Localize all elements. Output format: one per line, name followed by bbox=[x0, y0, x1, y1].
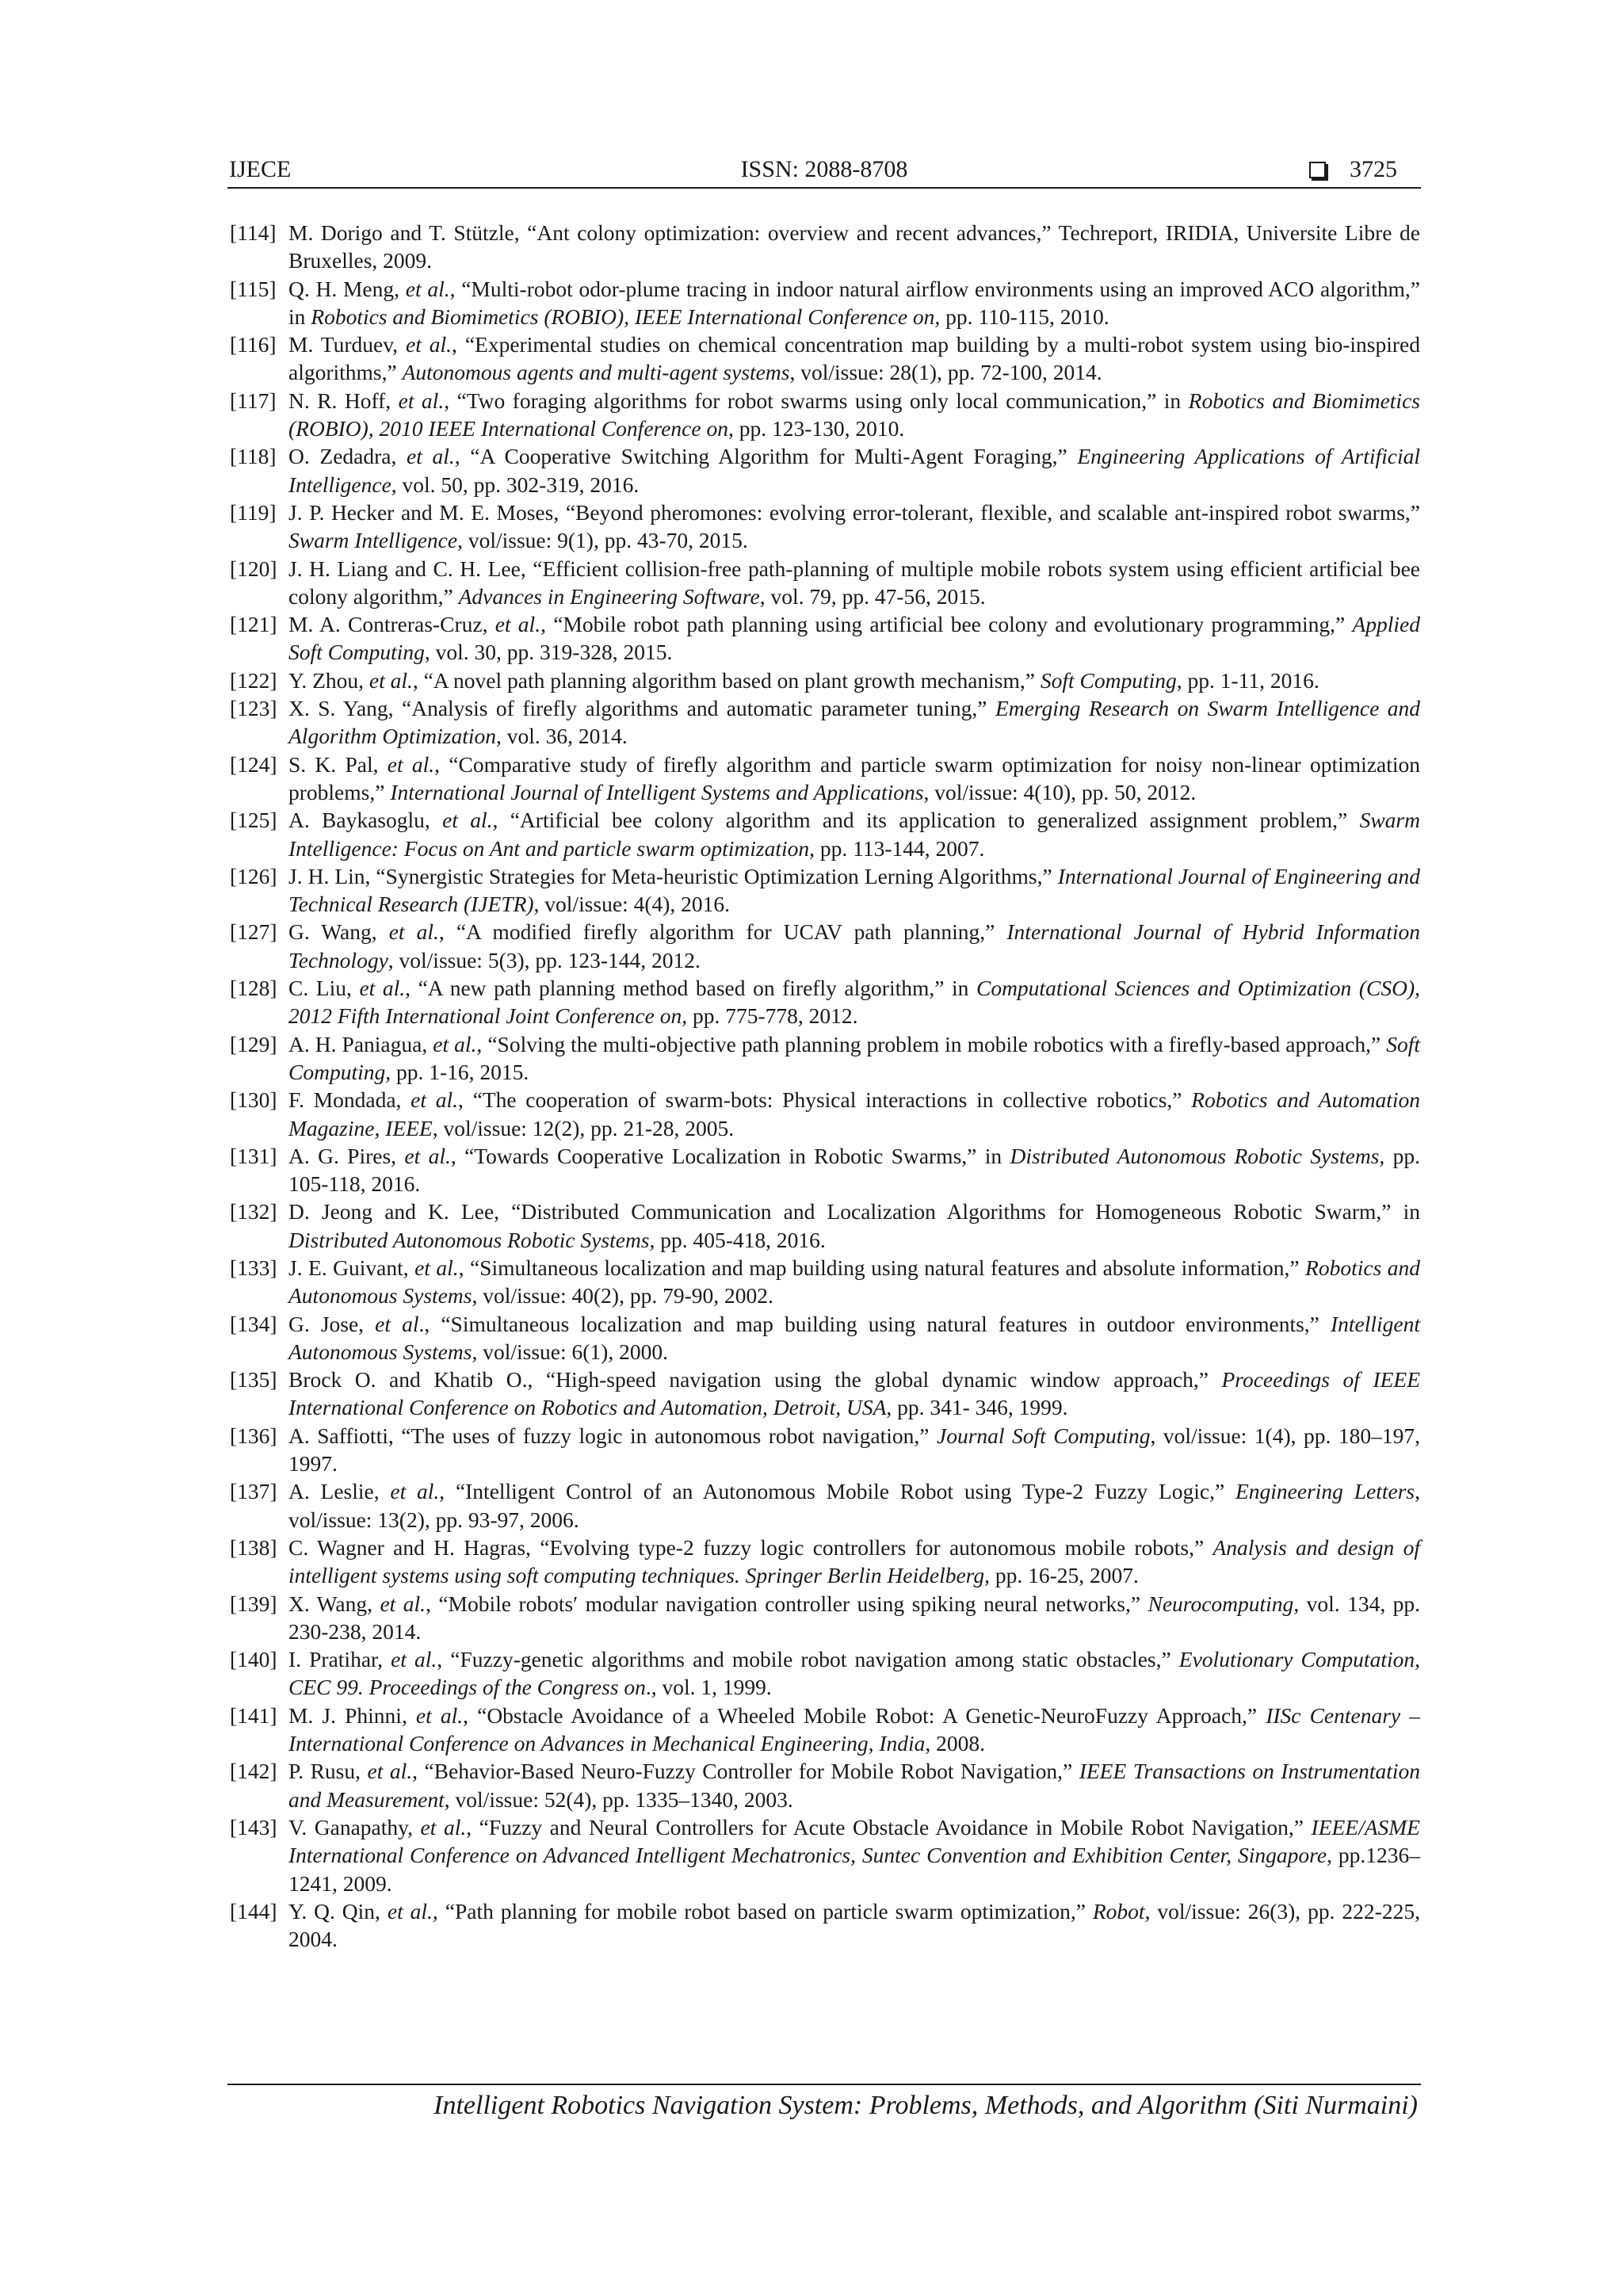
reference-text: , vol/issue: 13(2), pp. 93-97, 2006. bbox=[288, 1479, 1420, 1532]
reference-text: , pp. 113-144, 2007. bbox=[809, 835, 985, 861]
reference-et-al: et al bbox=[375, 1311, 419, 1336]
reference-number: [115] bbox=[230, 276, 277, 301]
reference-text: , “Mobile robots′ modular navigation controller using spiking neural networks,” bbox=[426, 1591, 1148, 1616]
reference-et-al: et al. bbox=[391, 1647, 437, 1672]
reference-text: , “The cooperation of swarm-bots: Physical interactions in collective robotics,” bbox=[458, 1087, 1192, 1113]
footer-rule bbox=[227, 2084, 1421, 2085]
reference-venue: Evolutionary Computation, CEC 99. Proceedings of the Congress on bbox=[288, 1647, 1420, 1700]
reference-number: [139] bbox=[230, 1591, 277, 1616]
reference-number: [135] bbox=[230, 1367, 277, 1392]
reference-number: [130] bbox=[230, 1087, 277, 1113]
reference-text: , “Artificial bee colony algorithm and its application to generalized assignment problem,” bbox=[492, 808, 1360, 833]
reference-number: [137] bbox=[230, 1479, 277, 1504]
reference-venue: Proceedings of IEEE International Conference on Robotics and Automation, Detroit, USA bbox=[288, 1367, 1420, 1420]
reference-number: [117] bbox=[230, 388, 277, 413]
reference-et-al: et al. bbox=[433, 1031, 477, 1056]
reference-text: , vol. 36, 2014. bbox=[496, 724, 628, 749]
reference-venue: IEEE/ASME International Conference on Advanced Intelligent Mechatronics, Suntec Convention and Exhibition Center, Singapore bbox=[288, 1814, 1420, 1868]
reference-venue: Autonomous agents and multi-agent systems bbox=[402, 360, 790, 385]
reference-text: , pp.1236–1241, 2009. bbox=[288, 1843, 1420, 1896]
reference-number: [124] bbox=[230, 751, 277, 777]
reference-text: A. Baykasoglu, bbox=[288, 808, 443, 833]
reference-text: X. Wang, bbox=[288, 1591, 380, 1616]
reference-text: F. Mondada, bbox=[288, 1087, 411, 1113]
reference-number: [131] bbox=[230, 1143, 277, 1168]
reference-venue: Emerging Research on Swarm Intelligence and Algorithm Optimization bbox=[288, 696, 1421, 749]
reference-text: pp. 105-118, 2016. bbox=[288, 1143, 1420, 1197]
reference-number: [122] bbox=[230, 667, 277, 693]
reference-venue: Analysis and design of intelligent systems using soft computing techniques. Springer Berlin Heidelberg bbox=[288, 1534, 1420, 1588]
reference-et-al: et al. bbox=[359, 976, 406, 1001]
reference-text: A. Saffiotti, “The uses of fuzzy logic in autonomous robot navigation,” bbox=[288, 1423, 937, 1448]
reference-text: G. Jose, bbox=[288, 1311, 376, 1336]
reference-item bbox=[230, 1030, 1420, 1087]
reference-item bbox=[230, 499, 1420, 555]
reference-venue: Robotics and Automation Magazine, IEEE bbox=[288, 1087, 1420, 1140]
reference-number: [141] bbox=[230, 1702, 277, 1728]
reference-text: , “A modified firefly algorithm for UCAV path planning,” bbox=[438, 919, 1007, 945]
reference-text: M. Turduev, bbox=[288, 332, 406, 357]
reference-text: , “A Cooperative Switching Algorithm for Multi-Agent Foraging,” bbox=[454, 444, 1078, 469]
reference-text: , “A novel path planning algorithm based on plant growth mechanism,” bbox=[412, 667, 1041, 693]
reference-number: [136] bbox=[230, 1423, 277, 1448]
reference-text: , pp. 1-11, 2016. bbox=[1176, 667, 1319, 693]
reference-venue: Distributed Autonomous Robotic Systems, bbox=[288, 1227, 655, 1252]
reference-item bbox=[230, 918, 1420, 974]
journal-name: IJECE bbox=[229, 156, 292, 182]
reference-et-al: et al. bbox=[442, 808, 493, 833]
reference-text: , “Multi-robot odor-plume tracing in indoor natural airflow environments using an improved ACO algorithm,” in bbox=[288, 276, 1420, 329]
reference-et-al: et al. bbox=[380, 1591, 426, 1616]
reference-text: , “Experimental studies on chemical concentration map building by a multi-robot system using bio-inspired algorithms,” bbox=[288, 332, 1420, 385]
reference-text: , vol/issue: 40(2), pp. 79-90, 2002. bbox=[472, 1283, 773, 1308]
reference-text: , vol/issue: 26(3), pp. 222-225, 2004. bbox=[288, 1898, 1420, 1952]
reference-item bbox=[230, 1086, 1420, 1142]
reference-venue: Robotics and Biomimetics (ROBIO), IEEE International Conference on, bbox=[311, 304, 941, 329]
reference-text: M. A. Contreras-Cruz, bbox=[288, 612, 495, 637]
reference-number: [140] bbox=[230, 1647, 277, 1672]
reference-text: V. Ganapathy, bbox=[288, 1814, 421, 1839]
reference-text: I. Pratihar, bbox=[288, 1647, 391, 1672]
reference-text: , vol. 134, pp. 230-238, 2014. bbox=[288, 1591, 1421, 1644]
reference-venue: Distributed Autonomous Robotic Systems, bbox=[1010, 1143, 1385, 1168]
reference-venue: Engineering Letters bbox=[1235, 1479, 1415, 1504]
reference-venue: International Journal of Hybrid Information Technology bbox=[288, 919, 1420, 972]
reference-venue: Swarm Intelligence bbox=[288, 528, 458, 553]
reference-venue: Neurocomputing bbox=[1148, 1591, 1294, 1616]
reference-item bbox=[230, 1757, 1420, 1813]
reference-text: , “Solving the multi-objective path planning problem in mobile robotics with a firefly-based approach,” bbox=[476, 1031, 1387, 1056]
reference-text: Brock O. and Khatib O., “High-speed navigation using the global dynamic window approach,” bbox=[288, 1367, 1222, 1392]
reference-text: , vol/issue: 4(10), pp. 50, 2012. bbox=[923, 779, 1197, 804]
reference-text: ., vol. 1, 1999. bbox=[645, 1675, 772, 1700]
reference-text: J. E. Guivant, bbox=[288, 1255, 415, 1280]
reference-et-al: et al. bbox=[387, 1898, 433, 1924]
reference-item bbox=[230, 1310, 1420, 1366]
reference-et-al: et al. bbox=[405, 276, 450, 301]
reference-item bbox=[230, 1645, 1420, 1702]
reference-item bbox=[230, 1477, 1420, 1534]
reference-venue: IISc Centenary – International Conference on Advances in Mechanical Engineering, India bbox=[288, 1702, 1420, 1756]
reference-number: [118] bbox=[230, 444, 277, 469]
reference-text: , “Mobile robot path planning using artificial bee colony and evolutionary programming,” bbox=[540, 612, 1353, 637]
reference-venue: Advances in Engineering Software bbox=[458, 583, 760, 609]
reference-item bbox=[230, 1142, 1420, 1198]
reference-et-al: et al. bbox=[369, 667, 413, 693]
square-box-icon bbox=[1309, 162, 1326, 178]
reference-et-al: et al. bbox=[367, 1759, 413, 1784]
reference-text: P. Rusu, bbox=[288, 1759, 368, 1784]
reference-text: , “Comparative study of firefly algorithm and particle swarm optimization for noisy non-linear optimization problems,” bbox=[288, 751, 1420, 804]
reference-venue: Applied Soft Computing bbox=[288, 612, 1420, 665]
reference-text: , “Towards Cooperative Localization in Robotic Swarms,” in bbox=[450, 1143, 1010, 1168]
reference-item bbox=[230, 1198, 1420, 1254]
reference-venue: Soft Computing bbox=[1040, 667, 1177, 693]
reference-et-al: et al. bbox=[411, 1087, 459, 1113]
reference-text: , “Behavior-Based Neuro-Fuzzy Controller for Mobile Robot Navigation,” bbox=[412, 1759, 1079, 1784]
reference-text: , pp. 123-130, 2010. bbox=[727, 416, 905, 441]
reference-venue: IEEE Transactions on Instrumentation and Measurement bbox=[288, 1759, 1420, 1812]
reference-item bbox=[230, 387, 1420, 443]
reference-text: A. H. Paniagua, bbox=[288, 1031, 433, 1056]
reference-et-al: et al. bbox=[387, 751, 435, 777]
reference-item bbox=[230, 275, 1420, 331]
reference-text: vol/issue: 6(1), 2000. bbox=[477, 1339, 668, 1364]
reference-venue: Engineering Applications of Artificial Intelligence bbox=[288, 444, 1420, 497]
reference-item bbox=[230, 667, 1420, 694]
reference-et-al: et al. bbox=[407, 444, 455, 469]
reference-item bbox=[230, 806, 1420, 862]
reference-item bbox=[230, 219, 1420, 275]
reference-item bbox=[230, 1702, 1420, 1758]
reference-text: , “Intelligent Control of an Autonomous Mobile Robot using Type-2 Fuzzy Logic,” bbox=[439, 1479, 1235, 1504]
reference-text: , vol/issue: 12(2), pp. 21-28, 2005. bbox=[432, 1115, 735, 1140]
running-footer: Intelligent Robotics Navigation System: Problems, Methods, and Algorithm (Siti Nurmaini) bbox=[433, 2091, 1418, 2120]
reference-number: [144] bbox=[230, 1898, 277, 1924]
reference-number: [138] bbox=[230, 1534, 277, 1560]
reference-number: [120] bbox=[230, 556, 277, 581]
reference-text: , “Two foraging algorithms for robot swarms using only local communication,” in bbox=[444, 388, 1189, 413]
reference-list bbox=[230, 219, 1420, 1953]
reference-text: pp. 110-115, 2010. bbox=[940, 304, 1109, 329]
reference-et-al: et al. bbox=[398, 388, 445, 413]
reference-text: , vol/issue: 28(1), pp. 72-100, 2014. bbox=[789, 360, 1102, 385]
issn-label: ISSN: 2088-8708 bbox=[740, 156, 908, 182]
reference-text: , “A new path planning method based on firefly algorithm,” in bbox=[405, 976, 976, 1001]
reference-item bbox=[230, 1534, 1420, 1590]
reference-text: A. G. Pires, bbox=[288, 1143, 405, 1168]
reference-text: , “Simultaneous localization and map building using natural features and absolute information,” bbox=[458, 1255, 1306, 1280]
reference-venue: Intelligent Autonomous Systems, bbox=[288, 1311, 1420, 1364]
reference-number: [114] bbox=[230, 220, 277, 245]
reference-venue: Robotics and Biomimetics (ROBIO), 2010 IEEE International Conference on bbox=[288, 388, 1420, 441]
reference-et-al: et al. bbox=[495, 612, 541, 637]
reference-item bbox=[230, 1422, 1420, 1478]
reference-text: Y. Q. Qin, bbox=[288, 1898, 388, 1924]
reference-et-al: et al. bbox=[404, 1143, 451, 1168]
reference-text: S. K. Pal, bbox=[288, 751, 388, 777]
reference-text: , pp. 775-778, 2012. bbox=[682, 1003, 858, 1029]
reference-number: [133] bbox=[230, 1255, 277, 1280]
reference-number: [126] bbox=[230, 863, 277, 888]
reference-text: , pp. 16-25, 2007. bbox=[984, 1563, 1139, 1588]
reference-text: , 2008. bbox=[925, 1731, 986, 1756]
reference-item bbox=[230, 862, 1420, 919]
reference-item bbox=[230, 751, 1420, 807]
reference-text: M. Dorigo and T. Stützle, “Ant colony optimization: overview and recent advances,” Techreport, IRIDIA, Universite Libre de Bruxelles, 2009. bbox=[288, 220, 1420, 273]
reference-number: [132] bbox=[230, 1199, 277, 1224]
reference-text: Q. H. Meng, bbox=[288, 276, 406, 301]
page-header bbox=[227, 154, 1421, 185]
reference-text: , vol. 30, pp. 319-328, 2015. bbox=[424, 640, 673, 665]
reference-text: , vol/issue: 5(3), pp. 123-144, 2012. bbox=[388, 947, 701, 972]
reference-number: [116] bbox=[230, 332, 277, 357]
reference-number: [142] bbox=[230, 1759, 277, 1784]
reference-venue: Soft Computing bbox=[288, 1031, 1420, 1084]
reference-number: [123] bbox=[230, 696, 277, 721]
page-number-group bbox=[1309, 154, 1397, 185]
reference-venue: International Journal of Intelligent Systems and Applications bbox=[390, 779, 924, 804]
reference-text: pp. 405-418, 2016. bbox=[655, 1227, 826, 1252]
reference-text: N. R. Hoff, bbox=[288, 388, 399, 413]
reference-text: C. Wagner and H. Hagras, “Evolving type-2 fuzzy logic controllers for autonomous mobile robots,” bbox=[288, 1534, 1213, 1560]
reference-item bbox=[230, 555, 1420, 611]
header-rule bbox=[227, 187, 1421, 189]
reference-text: , vol/issue: 1(4), pp. 180–197, 1997. bbox=[288, 1423, 1420, 1477]
reference-et-al: et al. bbox=[390, 1479, 440, 1504]
reference-number: [128] bbox=[230, 976, 277, 1001]
reference-text: , “Fuzzy and Neural Controllers for Acute Obstacle Avoidance in Mobile Robot Navigation,” bbox=[466, 1814, 1312, 1839]
reference-item bbox=[230, 610, 1420, 667]
reference-text: , vol. 79, pp. 47-56, 2015. bbox=[759, 583, 986, 609]
reference-et-al: et al. bbox=[415, 1702, 464, 1728]
reference-item bbox=[230, 1254, 1420, 1310]
reference-text: , vol/issue: 9(1), pp. 43-70, 2015. bbox=[457, 528, 748, 553]
reference-text: , vol/issue: 4(4), 2016. bbox=[533, 892, 731, 917]
reference-text: , “Path planning for mobile robot based on particle swarm optimization,” bbox=[432, 1898, 1093, 1924]
reference-venue: Computational Sciences and Optimization (CSO), 2012 Fifth International Joint Conference on bbox=[288, 976, 1420, 1029]
reference-text: J. H. Lin, “Synergistic Strategies for Meta-heuristic Optimization Lerning Algorithms,” bbox=[288, 863, 1058, 888]
reference-item bbox=[230, 1897, 1420, 1954]
reference-item bbox=[230, 442, 1420, 499]
reference-text: C. Liu, bbox=[288, 976, 360, 1001]
reference-text: M. J. Phinni, bbox=[288, 1702, 416, 1728]
reference-number: [129] bbox=[230, 1031, 277, 1056]
reference-text: , pp. 1-16, 2015. bbox=[385, 1059, 529, 1084]
reference-venue: International Journal of Engineering and Technical Research (IJETR) bbox=[288, 863, 1420, 917]
reference-number: [119] bbox=[230, 499, 277, 525]
reference-venue: Swarm Intelligence: Focus on Ant and particle swarm optimization bbox=[288, 808, 1420, 861]
reference-text: ., “Simultaneous localization and map building using natural features in outdoor environments,” bbox=[418, 1311, 1331, 1336]
reference-text: , “Fuzzy-genetic algorithms and mobile robot navigation among static obstacles,” bbox=[437, 1647, 1179, 1672]
reference-number: [125] bbox=[230, 808, 277, 833]
reference-text: O. Zedadra, bbox=[288, 444, 407, 469]
reference-text: , “Obstacle Avoidance of a Wheeled Mobile Robot: A Genetic-NeuroFuzzy Approach,” bbox=[463, 1702, 1266, 1728]
reference-text: , vol/issue: 52(4), pp. 1335–1340, 2003. bbox=[444, 1786, 793, 1812]
reference-number: [143] bbox=[230, 1814, 277, 1839]
reference-text: A. Leslie, bbox=[288, 1479, 391, 1504]
reference-text: D. Jeong and K. Lee, “Distributed Communication and Localization Algorithms for Homogeneous Robotic Swarm,” in bbox=[288, 1199, 1420, 1224]
reference-item bbox=[230, 330, 1420, 387]
reference-et-al: et al. bbox=[414, 1255, 459, 1280]
reference-text: G. Wang, bbox=[288, 919, 389, 945]
reference-item bbox=[230, 1366, 1420, 1422]
reference-text: Y. Zhou, bbox=[288, 667, 369, 693]
reference-text: , vol. 50, pp. 302-319, 2016. bbox=[391, 472, 640, 497]
reference-item bbox=[230, 694, 1420, 751]
reference-venue: Robot bbox=[1092, 1898, 1145, 1924]
reference-item bbox=[230, 974, 1420, 1030]
reference-et-al: et al. bbox=[420, 1814, 467, 1839]
reference-et-al: et al. bbox=[405, 332, 453, 357]
reference-text: J. P. Hecker and M. E. Moses, “Beyond pheromones: evolving error-tolerant, flexible, and scalable ant-inspired robot swarms,” bbox=[288, 499, 1420, 525]
reference-item bbox=[230, 1813, 1420, 1897]
reference-text: , pp. 341- 346, 1999. bbox=[886, 1395, 1068, 1420]
reference-et-al: et al. bbox=[388, 919, 439, 945]
reference-venue: Robotics and Autonomous Systems bbox=[288, 1255, 1420, 1308]
reference-number: [134] bbox=[230, 1311, 277, 1336]
reference-text: X. S. Yang, “Analysis of firefly algorithms and automatic parameter tuning,” bbox=[288, 696, 995, 721]
reference-number: [127] bbox=[230, 919, 277, 945]
reference-number: [121] bbox=[230, 612, 277, 637]
reference-venue: Journal Soft Computing bbox=[936, 1423, 1151, 1448]
page-number: 3725 bbox=[1350, 156, 1397, 182]
reference-item bbox=[230, 1590, 1420, 1646]
reference-text: J. H. Liang and C. H. Lee, “Efficient collision-free path-planning of multiple mobile robots system using efficient artificial bee colony algorithm,” bbox=[288, 556, 1420, 609]
